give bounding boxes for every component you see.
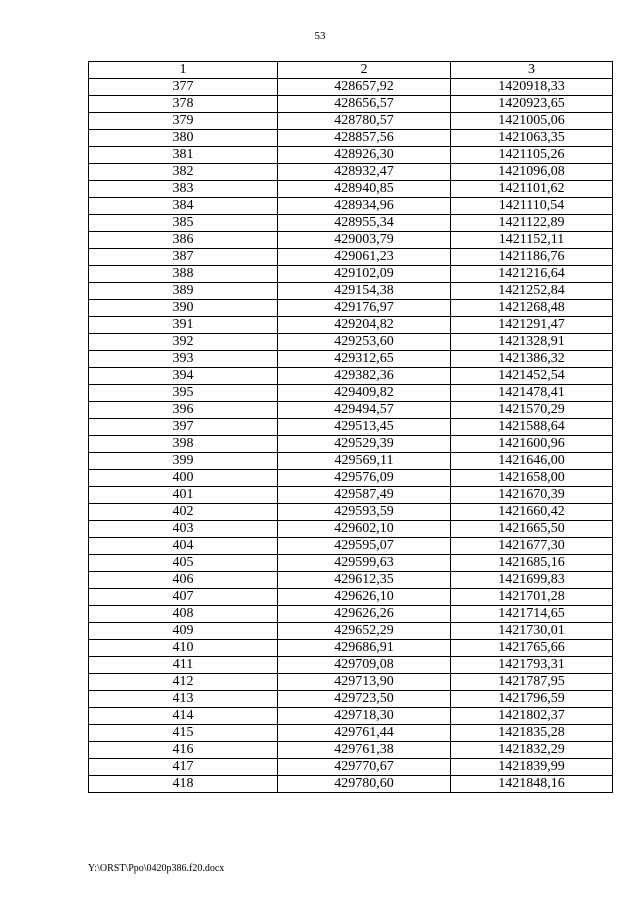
table-row xyxy=(89,215,613,232)
x-coordinate-cell: 429770,67 xyxy=(278,759,451,776)
point-number-cell: 377 xyxy=(89,79,278,96)
x-coordinate-cell: 429382,36 xyxy=(278,368,451,385)
point-number-cell: 382 xyxy=(89,164,278,181)
point-number-cell: 379 xyxy=(89,113,278,130)
point-number-cell: 398 xyxy=(89,436,278,453)
point-number-cell: 387 xyxy=(89,249,278,266)
x-coordinate-cell: 429513,45 xyxy=(278,419,451,436)
point-number-cell: 401 xyxy=(89,487,278,504)
y-coordinate-cell: 1421268,48 xyxy=(451,300,613,317)
point-number-cell: 397 xyxy=(89,419,278,436)
table-row xyxy=(89,232,613,249)
x-coordinate-cell: 429723,50 xyxy=(278,691,451,708)
y-coordinate-cell: 1421839,99 xyxy=(451,759,613,776)
x-coordinate-cell: 429102,09 xyxy=(278,266,451,283)
x-coordinate-cell: 428926,30 xyxy=(278,147,451,164)
point-number-cell: 417 xyxy=(89,759,278,776)
table-row xyxy=(89,759,613,776)
point-number-cell: 405 xyxy=(89,555,278,572)
y-coordinate-cell: 1420918,33 xyxy=(451,79,613,96)
y-coordinate-cell: 1421701,28 xyxy=(451,589,613,606)
table-row xyxy=(89,96,613,113)
point-number-cell: 378 xyxy=(89,96,278,113)
table-row xyxy=(89,300,613,317)
x-coordinate-cell: 429718,30 xyxy=(278,708,451,725)
x-coordinate-cell: 429569,11 xyxy=(278,453,451,470)
x-coordinate-cell: 429576,09 xyxy=(278,470,451,487)
page-number: 53 xyxy=(314,30,326,42)
table-row xyxy=(89,147,613,164)
x-coordinate-cell: 429529,39 xyxy=(278,436,451,453)
footer-file-path: Y:\ORST\Ppo\0420p386.f20.docx xyxy=(88,863,225,874)
point-number-cell: 403 xyxy=(89,521,278,538)
point-number-cell: 381 xyxy=(89,147,278,164)
x-coordinate-cell: 429602,10 xyxy=(278,521,451,538)
table-row xyxy=(89,334,613,351)
y-coordinate-cell: 1421796,59 xyxy=(451,691,613,708)
point-number-cell: 412 xyxy=(89,674,278,691)
y-coordinate-cell: 1421186,76 xyxy=(451,249,613,266)
point-number-cell: 391 xyxy=(89,317,278,334)
x-coordinate-cell: 429709,08 xyxy=(278,657,451,674)
y-coordinate-cell: 1421685,16 xyxy=(451,555,613,572)
x-coordinate-cell: 428932,47 xyxy=(278,164,451,181)
x-coordinate-cell: 429176,97 xyxy=(278,300,451,317)
point-number-cell: 399 xyxy=(89,453,278,470)
column-header-2: 2 xyxy=(278,62,451,79)
point-number-cell: 407 xyxy=(89,589,278,606)
table-row xyxy=(89,776,613,793)
table-row xyxy=(89,742,613,759)
x-coordinate-cell: 429686,91 xyxy=(278,640,451,657)
table-row xyxy=(89,538,613,555)
table-body xyxy=(89,79,613,793)
y-coordinate-cell: 1421677,30 xyxy=(451,538,613,555)
y-coordinate-cell: 1421063,35 xyxy=(451,130,613,147)
point-number-cell: 413 xyxy=(89,691,278,708)
x-coordinate-cell: 429761,38 xyxy=(278,742,451,759)
point-number-cell: 392 xyxy=(89,334,278,351)
column-header-1: 1 xyxy=(89,62,278,79)
y-coordinate-cell: 1421730,01 xyxy=(451,623,613,640)
y-coordinate-cell: 1421714,65 xyxy=(451,606,613,623)
table-row xyxy=(89,708,613,725)
x-coordinate-cell: 429713,90 xyxy=(278,674,451,691)
point-number-cell: 394 xyxy=(89,368,278,385)
point-number-cell: 410 xyxy=(89,640,278,657)
table-row xyxy=(89,436,613,453)
table-row xyxy=(89,198,613,215)
y-coordinate-cell: 1421096,08 xyxy=(451,164,613,181)
x-coordinate-cell: 429003,79 xyxy=(278,232,451,249)
table-row xyxy=(89,402,613,419)
y-coordinate-cell: 1421105,26 xyxy=(451,147,613,164)
y-coordinate-cell: 1421328,91 xyxy=(451,334,613,351)
y-coordinate-cell: 1421658,00 xyxy=(451,470,613,487)
y-coordinate-cell: 1420923,65 xyxy=(451,96,613,113)
y-coordinate-cell: 1421101,62 xyxy=(451,181,613,198)
column-header-3: 3 xyxy=(451,62,613,79)
y-coordinate-cell: 1421570,29 xyxy=(451,402,613,419)
x-coordinate-cell: 429652,29 xyxy=(278,623,451,640)
y-coordinate-cell: 1421646,00 xyxy=(451,453,613,470)
table-row xyxy=(89,521,613,538)
table-row xyxy=(89,453,613,470)
table-row xyxy=(89,368,613,385)
table-row xyxy=(89,249,613,266)
y-coordinate-cell: 1421832,29 xyxy=(451,742,613,759)
y-coordinate-cell: 1421291,47 xyxy=(451,317,613,334)
point-number-cell: 390 xyxy=(89,300,278,317)
x-coordinate-cell: 428955,34 xyxy=(278,215,451,232)
y-coordinate-cell: 1421765,66 xyxy=(451,640,613,657)
table-row xyxy=(89,470,613,487)
point-number-cell: 396 xyxy=(89,402,278,419)
point-number-cell: 404 xyxy=(89,538,278,555)
table-row xyxy=(89,317,613,334)
x-coordinate-cell: 428780,57 xyxy=(278,113,451,130)
table-row xyxy=(89,113,613,130)
table-row xyxy=(89,164,613,181)
point-number-cell: 383 xyxy=(89,181,278,198)
x-coordinate-cell: 429761,44 xyxy=(278,725,451,742)
point-number-cell: 384 xyxy=(89,198,278,215)
point-number-cell: 388 xyxy=(89,266,278,283)
y-coordinate-cell: 1421793,31 xyxy=(451,657,613,674)
x-coordinate-cell: 429626,26 xyxy=(278,606,451,623)
y-coordinate-cell: 1421588,64 xyxy=(451,419,613,436)
x-coordinate-cell: 429312,65 xyxy=(278,351,451,368)
table-header xyxy=(89,62,613,79)
point-number-cell: 400 xyxy=(89,470,278,487)
table-header-row xyxy=(89,62,613,79)
y-coordinate-cell: 1421665,50 xyxy=(451,521,613,538)
table-row xyxy=(89,283,613,300)
point-number-cell: 416 xyxy=(89,742,278,759)
y-coordinate-cell: 1421122,89 xyxy=(451,215,613,232)
y-coordinate-cell: 1421216,64 xyxy=(451,266,613,283)
x-coordinate-cell: 429061,23 xyxy=(278,249,451,266)
x-coordinate-cell: 428657,92 xyxy=(278,79,451,96)
y-coordinate-cell: 1421600,96 xyxy=(451,436,613,453)
y-coordinate-cell: 1421670,39 xyxy=(451,487,613,504)
x-coordinate-cell: 429626,10 xyxy=(278,589,451,606)
point-number-cell: 408 xyxy=(89,606,278,623)
table-row xyxy=(89,572,613,589)
point-number-cell: 414 xyxy=(89,708,278,725)
x-coordinate-cell: 429612,35 xyxy=(278,572,451,589)
x-coordinate-cell: 428940,85 xyxy=(278,181,451,198)
x-coordinate-cell: 429154,38 xyxy=(278,283,451,300)
x-coordinate-cell: 429780,60 xyxy=(278,776,451,793)
point-number-cell: 386 xyxy=(89,232,278,249)
y-coordinate-cell: 1421699,83 xyxy=(451,572,613,589)
x-coordinate-cell: 428857,56 xyxy=(278,130,451,147)
y-coordinate-cell: 1421386,32 xyxy=(451,351,613,368)
x-coordinate-cell: 429409,82 xyxy=(278,385,451,402)
x-coordinate-cell: 428934,96 xyxy=(278,198,451,215)
coordinates-table xyxy=(88,61,613,793)
point-number-cell: 411 xyxy=(89,657,278,674)
x-coordinate-cell: 428656,57 xyxy=(278,96,451,113)
x-coordinate-cell: 429587,49 xyxy=(278,487,451,504)
y-coordinate-cell: 1421452,54 xyxy=(451,368,613,385)
y-coordinate-cell: 1421478,41 xyxy=(451,385,613,402)
point-number-cell: 385 xyxy=(89,215,278,232)
table-row xyxy=(89,691,613,708)
point-number-cell: 409 xyxy=(89,623,278,640)
point-number-cell: 415 xyxy=(89,725,278,742)
x-coordinate-cell: 429494,57 xyxy=(278,402,451,419)
y-coordinate-cell: 1421848,16 xyxy=(451,776,613,793)
y-coordinate-cell: 1421802,37 xyxy=(451,708,613,725)
y-coordinate-cell: 1421252,84 xyxy=(451,283,613,300)
table-row xyxy=(89,130,613,147)
point-number-cell: 389 xyxy=(89,283,278,300)
x-coordinate-cell: 429204,82 xyxy=(278,317,451,334)
table-row xyxy=(89,419,613,436)
table-row xyxy=(89,487,613,504)
y-coordinate-cell: 1421110,54 xyxy=(451,198,613,215)
table-row xyxy=(89,181,613,198)
point-number-cell: 380 xyxy=(89,130,278,147)
table-row xyxy=(89,674,613,691)
table-row xyxy=(89,385,613,402)
table-row xyxy=(89,589,613,606)
point-number-cell: 418 xyxy=(89,776,278,793)
table-row xyxy=(89,657,613,674)
x-coordinate-cell: 429599,63 xyxy=(278,555,451,572)
table-row xyxy=(89,640,613,657)
table-row xyxy=(89,266,613,283)
table-row xyxy=(89,504,613,521)
y-coordinate-cell: 1421660,42 xyxy=(451,504,613,521)
x-coordinate-cell: 429595,07 xyxy=(278,538,451,555)
y-coordinate-cell: 1421005,06 xyxy=(451,113,613,130)
point-number-cell: 406 xyxy=(89,572,278,589)
y-coordinate-cell: 1421835,28 xyxy=(451,725,613,742)
x-coordinate-cell: 429253,60 xyxy=(278,334,451,351)
point-number-cell: 395 xyxy=(89,385,278,402)
y-coordinate-cell: 1421787,95 xyxy=(451,674,613,691)
point-number-cell: 393 xyxy=(89,351,278,368)
table-row xyxy=(89,555,613,572)
x-coordinate-cell: 429593,59 xyxy=(278,504,451,521)
table-row xyxy=(89,79,613,96)
point-number-cell: 402 xyxy=(89,504,278,521)
table-row xyxy=(89,351,613,368)
table-row xyxy=(89,725,613,742)
table-row xyxy=(89,623,613,640)
y-coordinate-cell: 1421152,11 xyxy=(451,232,613,249)
table-row xyxy=(89,606,613,623)
